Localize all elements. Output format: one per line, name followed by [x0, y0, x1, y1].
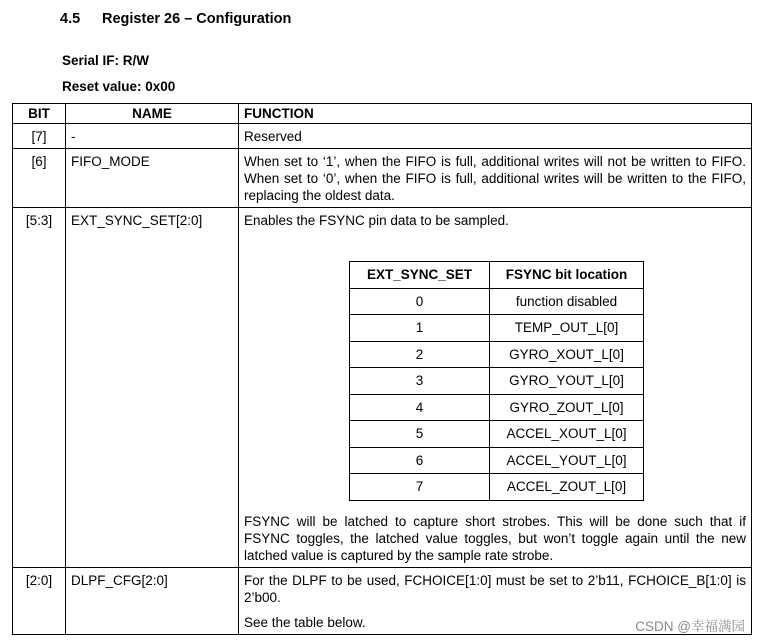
table-row	[350, 368, 644, 395]
function-text-after: See the table below.	[244, 614, 366, 630]
header-name: NAME	[66, 104, 239, 124]
sync-header-set: EXT_SYNC_SET	[350, 262, 490, 289]
name-cell: EXT_SYNC_SET[2:0]	[66, 208, 239, 568]
table-row	[13, 208, 752, 568]
function-text: Enables the FSYNC pin data to be sampled.	[244, 213, 509, 228]
watermark: CSDN @幸福满园	[635, 619, 745, 634]
sync-value: 3	[350, 368, 490, 395]
sync-location: GYRO_YOUT_L[0]	[490, 368, 644, 395]
function-cell: Reserved	[239, 124, 752, 149]
table-row	[13, 124, 752, 149]
header-bit: BIT	[13, 104, 66, 124]
table-row	[13, 149, 752, 208]
function-cell: When set to ‘1’, when the FIFO is full, additional writes will not be written to FIFO. When set to ‘0’, when the FIFO is full, additional writes will be written to the FIFO, replacing the oldest data.	[239, 149, 752, 208]
table-row	[350, 474, 644, 501]
sync-value: 7	[350, 474, 490, 501]
function-cell	[239, 208, 752, 568]
name-cell: FIFO_MODE	[66, 149, 239, 208]
bit-cell: [6]	[13, 149, 66, 208]
bit-cell: [5:3]	[13, 208, 66, 568]
table-row	[350, 315, 644, 342]
register-header-row	[13, 104, 752, 124]
sync-header-location: FSYNC bit location	[490, 262, 644, 289]
table-row	[350, 447, 644, 474]
table-row	[350, 288, 644, 315]
bit-cell: [7]	[13, 124, 66, 149]
sync-location: TEMP_OUT_L[0]	[490, 315, 644, 342]
name-cell: DLPF_CFG[2:0]	[66, 567, 239, 634]
sync-value: 5	[350, 421, 490, 448]
sync-location: GYRO_ZOUT_L[0]	[490, 394, 644, 421]
sync-location: ACCEL_XOUT_L[0]	[490, 421, 644, 448]
sync-value: 1	[350, 315, 490, 342]
sync-location: function disabled	[490, 288, 644, 315]
section-number: 4.5	[60, 11, 81, 27]
function-text-after: FSYNC will be latched to capture short strobes. This will be done such that if FSYNC toggles, the latched value toggles, but won’t toggle again until the new latched value is captured by the sample rate strobe.	[244, 513, 746, 563]
name-cell: -	[66, 124, 239, 149]
sync-location: ACCEL_ZOUT_L[0]	[490, 474, 644, 501]
reset-value-label: Reset value: 0x00	[62, 79, 176, 94]
table-row	[350, 341, 644, 368]
section-title: Register 26 – Configuration	[102, 11, 292, 27]
sync-location: GYRO_XOUT_L[0]	[490, 341, 644, 368]
header-function: FUNCTION	[239, 104, 752, 124]
sync-value: 4	[350, 394, 490, 421]
serial-if-label: Serial IF: R/W	[62, 53, 150, 68]
sync-value: 2	[350, 341, 490, 368]
table-row	[350, 421, 644, 448]
sync-value: 6	[350, 447, 490, 474]
sync-value: 0	[350, 288, 490, 315]
sync-location: ACCEL_YOUT_L[0]	[490, 447, 644, 474]
table-row	[350, 394, 644, 421]
ext-sync-table	[349, 261, 644, 501]
sync-header-row	[350, 262, 644, 289]
register-table	[12, 103, 752, 635]
bit-cell: [2:0]	[13, 567, 66, 634]
section-heading	[60, 11, 291, 27]
function-text: For the DLPF to be used, FCHOICE[1:0] must be set to 2’b11, FCHOICE_B[1:0] is 2’b00.	[244, 572, 746, 605]
